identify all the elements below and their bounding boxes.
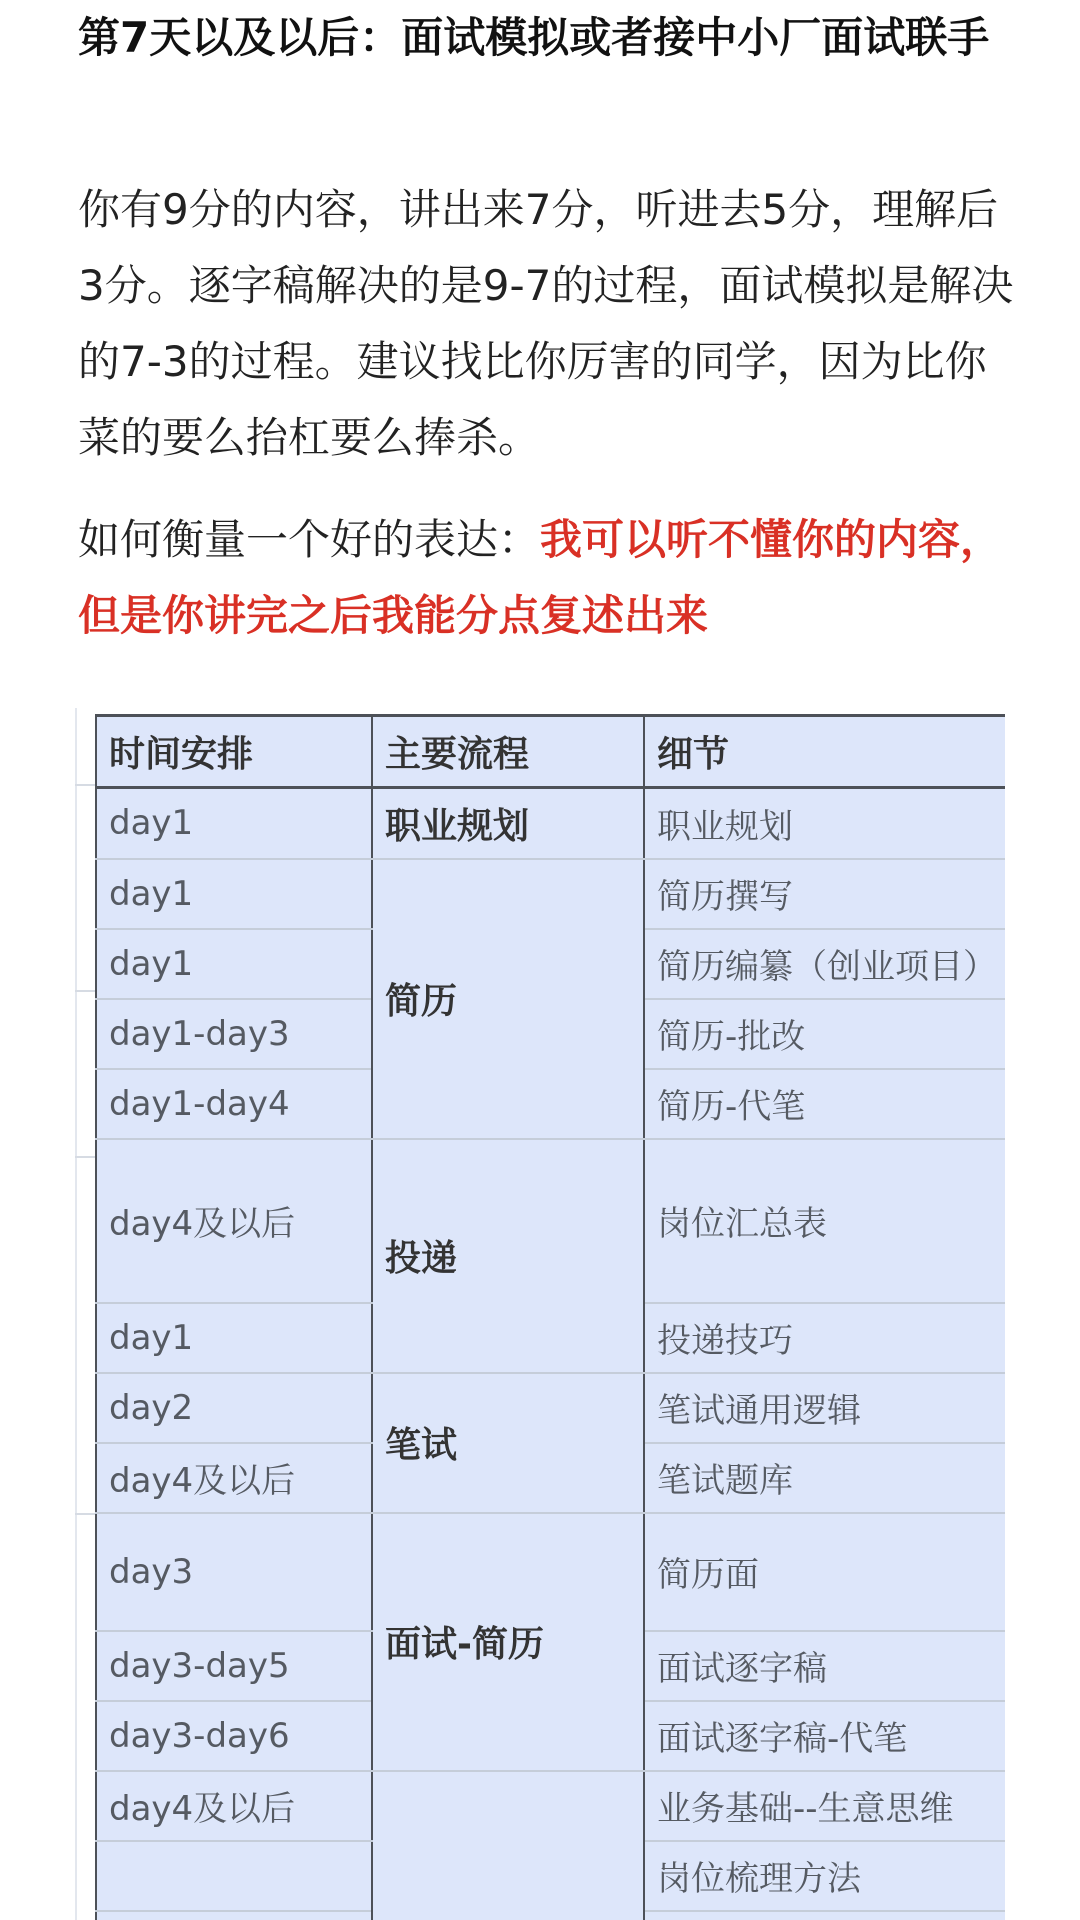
cell-time: day3-day5 [96, 1631, 372, 1701]
criteria-prefix: 如何衡量一个好的表达： [78, 515, 541, 564]
table-row [96, 1373, 1005, 1443]
cell-detail: 简历撰写 [644, 859, 1005, 929]
section-heading: 第7天以及以后：面试模拟或者接中小厂面试联手 [78, 13, 990, 62]
cell-time: day1-day4 [96, 1069, 372, 1139]
paragraph-expression-criteria [78, 502, 1018, 654]
cell-time: day1-day3 [96, 999, 372, 1069]
cell-time: day3-day6 [96, 1701, 372, 1771]
table-row [96, 788, 1005, 859]
cell-time: day3 [96, 1513, 372, 1631]
table-row [96, 1771, 1005, 1841]
grid-line [75, 708, 77, 1920]
table-header-row [96, 716, 1005, 788]
table-row [96, 1513, 1005, 1631]
grid-line [75, 1513, 95, 1515]
cell-detail: 简历-代笔 [644, 1069, 1005, 1139]
cell-time: day1 [96, 859, 372, 929]
cell-detail: 投递技巧 [644, 1303, 1005, 1373]
table-row [96, 859, 1005, 929]
cell-time: day1 [96, 1303, 372, 1373]
cell-time [96, 1841, 372, 1911]
cell-detail: 业务基础--生意思维 [644, 1771, 1005, 1841]
cell-time: day1 [96, 788, 372, 859]
cell-time: day4及以后 [96, 1139, 372, 1303]
cell-detail: 笔试通用逻辑 [644, 1373, 1005, 1443]
grid-line [75, 784, 95, 786]
cell-detail: 职业规划 [644, 788, 1005, 859]
cell-time: day2 [96, 1373, 372, 1443]
cell-process: 职业规划 [372, 788, 644, 859]
grid-line [75, 990, 95, 992]
cell-process: 笔试 [372, 1373, 644, 1513]
cell-detail: 面试逐字稿 [644, 1631, 1005, 1701]
cell-process: 投递 [372, 1139, 644, 1373]
cell-detail: 简历面 [644, 1513, 1005, 1631]
cell-detail [644, 1911, 1005, 1920]
cell-process: 简历 [372, 859, 644, 1139]
criteria-emphasis: 我可以听不懂你的内容，但是你讲完之后我能分点复述出来 [78, 515, 1003, 640]
cell-detail: 简历编纂（创业项目） [644, 929, 1005, 999]
cell-time: day4及以后 [96, 1443, 372, 1513]
schedule-table [95, 714, 1005, 1920]
cell-detail: 面试逐字稿-代笔 [644, 1701, 1005, 1771]
cell-time: day4及以后 [96, 1771, 372, 1841]
header-time: 时间安排 [96, 716, 372, 788]
cell-time [96, 1911, 372, 1920]
cell-detail: 笔试题库 [644, 1443, 1005, 1513]
cell-detail: 岗位汇总表 [644, 1139, 1005, 1303]
paragraph-content-ratio: 你有9分的内容，讲出来7分，听进去5分，理解后3分。逐字稿解决的是9-7的过程，面试模拟是解决的7-3的过程。建议找比你厉害的同学，因为比你菜的要么抬杠要么捧杀。 [78, 185, 1014, 462]
cell-process: 面试-简历 [372, 1513, 644, 1771]
table-row [96, 1139, 1005, 1303]
grid-line [75, 1156, 95, 1158]
cell-detail: 岗位梳理方法 [644, 1841, 1005, 1911]
cell-detail: 简历-批改 [644, 999, 1005, 1069]
schedule-table-container [75, 708, 1005, 1920]
header-detail: 细节 [644, 716, 1005, 788]
cell-time: day1 [96, 929, 372, 999]
header-process: 主要流程 [372, 716, 644, 788]
cell-process [372, 1771, 644, 1920]
